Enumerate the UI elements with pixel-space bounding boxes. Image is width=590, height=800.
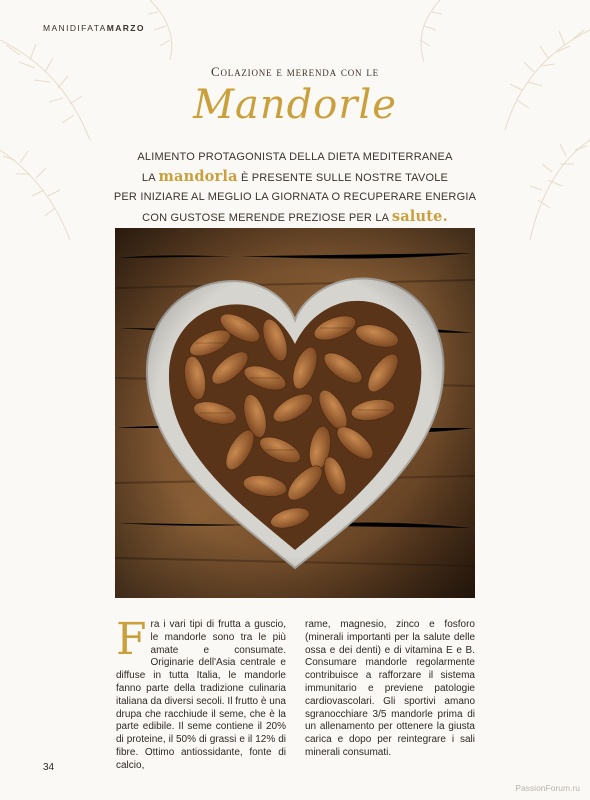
- magazine-brand: MANIDIFATA: [43, 23, 107, 33]
- body-column-2: rame, magnesio, zinco e fosforo (minerali importanti per la salute delle ossa e dei denti) e di vitamina E e B. Consumare mandorle regolarmente contribuisce a rafforzare il sistema immunitario e previene patologie cardiovascolari. Gli sportivi amano sgranocchiare 3/5 mandorle prima di un allenamento per ottenere la giusta carica e dopo per reintegrare i sali minerali consumati.: [305, 619, 475, 758]
- intro-line-4: CON GUSTOSE MERENDE PREZIOSE PER LA salute.: [142, 208, 448, 225]
- intro-line-1: ALIMENTO PROTAGONISTA DELLA DIETA MEDITERRANEA: [137, 151, 453, 163]
- intro-line-2: LA mandorla È PRESENTE SULLE NOSTRE TAVOLE: [141, 168, 449, 185]
- watermark: PassionForum.ru: [515, 783, 580, 793]
- running-header: [43, 23, 145, 33]
- article-kicker: Colazione e merenda con le: [211, 64, 379, 79]
- body-column-1-text: ra i vari tipi di frutta a guscio, le mandorle sono tra le più amate e consumate. Originarie dell'Asia centrale e diffuse in tutta Italia, le mandorle fanno parte della tradizione culinaria italiana da diversi secoli. Il frutto è una drupa che racchiude il seme, che è la parte edibile. Il seme contiene il 20% di proteine, il 50% di grassi e il 12% di fibre. Ottimo antiossidante, fonte di calcio,: [116, 619, 286, 771]
- drop-cap: F: [116, 614, 147, 665]
- intro-highlight-salute: salute.: [391, 208, 448, 225]
- intro-line-3: PER INIZIARE AL MEGLIO LA GIORNATA O RECUPERARE ENERGIA: [113, 191, 477, 203]
- issue-section: MARZO: [106, 23, 145, 33]
- almonds-heart-bowl-photo: [115, 228, 475, 598]
- intro-highlight-mandorla: mandorla: [158, 168, 238, 185]
- article-intro: [80, 148, 510, 228]
- article-title: Mandorle: [193, 82, 397, 128]
- page-number: 34: [43, 762, 55, 773]
- body-column-1: [116, 614, 286, 773]
